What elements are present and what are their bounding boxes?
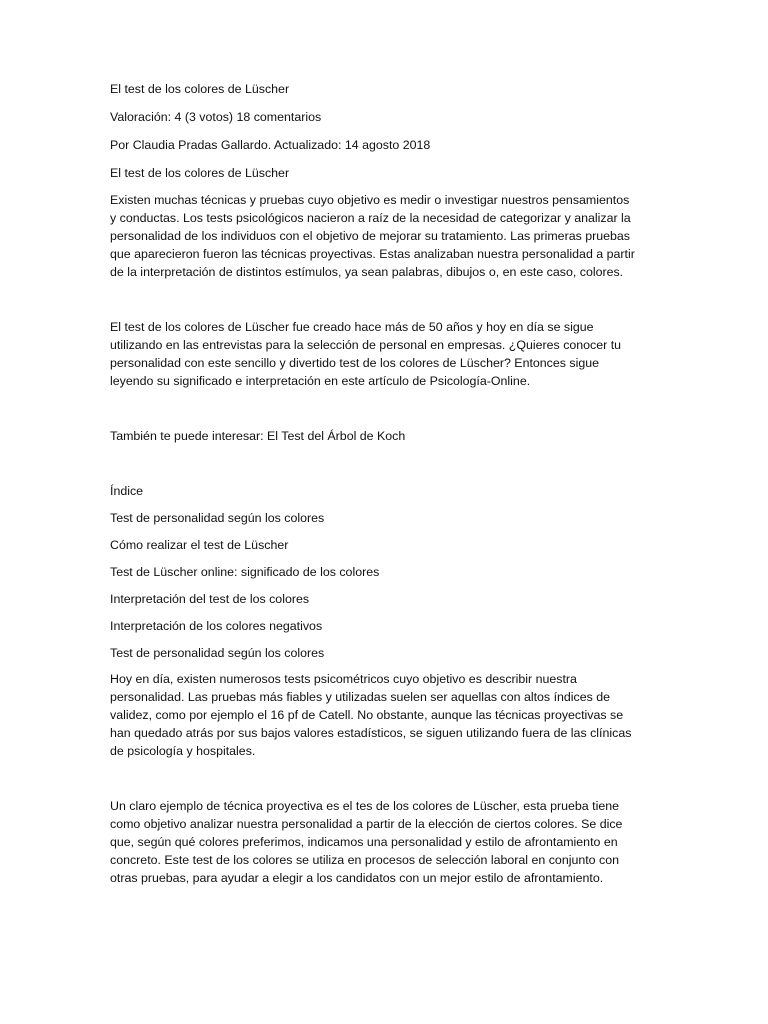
document-title: El test de los colores de Lüscher: [110, 82, 290, 96]
index-item: Test de personalidad según los colores: [110, 511, 325, 525]
fourth-paragraph: [110, 797, 655, 887]
text-line: personalidad con este sencillo y divertido test de los colores de Lüscher? Entonces sigue: [110, 356, 600, 370]
text-line: que aparecieron fueron las técnicas proyectivas. Estas analizaban nuestra personalidad a partir: [110, 247, 635, 261]
third-paragraph: [110, 670, 655, 760]
related-link-text: También te puede interesar: El Test del Árbol de Koch: [110, 429, 406, 443]
text-line: como objetivo analizar nuestra personalidad a partir de la elección de ciertos colores. Se dice: [110, 817, 623, 831]
index-title: Índice: [110, 484, 144, 498]
text-line: Un claro ejemplo de técnica proyectiva es el tes de los colores de Lüscher, esta prueba tiene: [110, 799, 619, 813]
text-line: leyendo su significado e interpretación en este artículo de Psicología-Online.: [110, 374, 531, 388]
text-line: de psicología y hospitales.: [110, 744, 256, 758]
intro-paragraph: [110, 191, 655, 281]
text-line: otras pruebas, para ayudar a elegir a los candidatos con un mejor estilo de afrontamiento.: [110, 871, 604, 885]
text-line: utilizando en las entrevistas para la selección de personal en empresas. ¿Quieres conocer tu: [110, 338, 622, 352]
text-line: El test de los colores de Lüscher fue creado hace más de 50 años y hoy en día se sigue: [110, 320, 594, 334]
subtitle: El test de los colores de Lüscher: [110, 166, 290, 180]
index-item: Test de Lüscher online: significado de los colores: [110, 565, 380, 579]
byline: Por Claudia Pradas Gallardo. Actualizado: 14 agosto 2018: [110, 138, 431, 152]
text-line: de la interpretación de distintos estímulos, ya sean palabras, dibujos o, en este caso, colores.: [110, 265, 624, 279]
text-line: han quedado atrás por sus bajos valores estadísticos, se siguen utilizando fuera de las clínicas: [110, 726, 632, 740]
index-item: Interpretación del test de los colores: [110, 592, 310, 606]
text-line: Hoy en día, existen numerosos tests psicométricos cuyo objetivo es describir nuestra: [110, 672, 577, 686]
text-line: que, según qué colores preferimos, indicamos una personalidad y estilo de afrontamiento en: [110, 835, 618, 849]
text-line: validez, como por ejemplo el 16 pf de Catell. No obstante, aunque las técnicas proyectivas se: [110, 708, 624, 722]
text-line: personalidad. Las pruebas más fiables y utilizadas suelen ser aquellas con altos índices de: [110, 690, 611, 704]
text-line: personalidad de los individuos con el objetivo de mejorar su tratamiento. Las primeras pruebas: [110, 229, 631, 243]
index-item: Cómo realizar el test de Lüscher: [110, 538, 289, 552]
text-line: y conductas. Los tests psicológicos nacieron a raíz de la necesidad de categorizar y analizar la: [110, 211, 631, 225]
text-line: Existen muchas técnicas y pruebas cuyo objetivo es medir o investigar nuestros pensamientos: [110, 193, 630, 207]
document-page: [110, 80, 655, 887]
rating-line: Valoración: 4 (3 votos) 18 comentarios: [110, 110, 322, 124]
index-item: Interpretación de los colores negativos: [110, 619, 323, 633]
text-line: concreto. Este test de los colores se utiliza en procesos de selección laboral en conjunto con: [110, 853, 619, 867]
index-item: Test de personalidad según los colores: [110, 646, 325, 660]
second-paragraph: [110, 318, 655, 390]
